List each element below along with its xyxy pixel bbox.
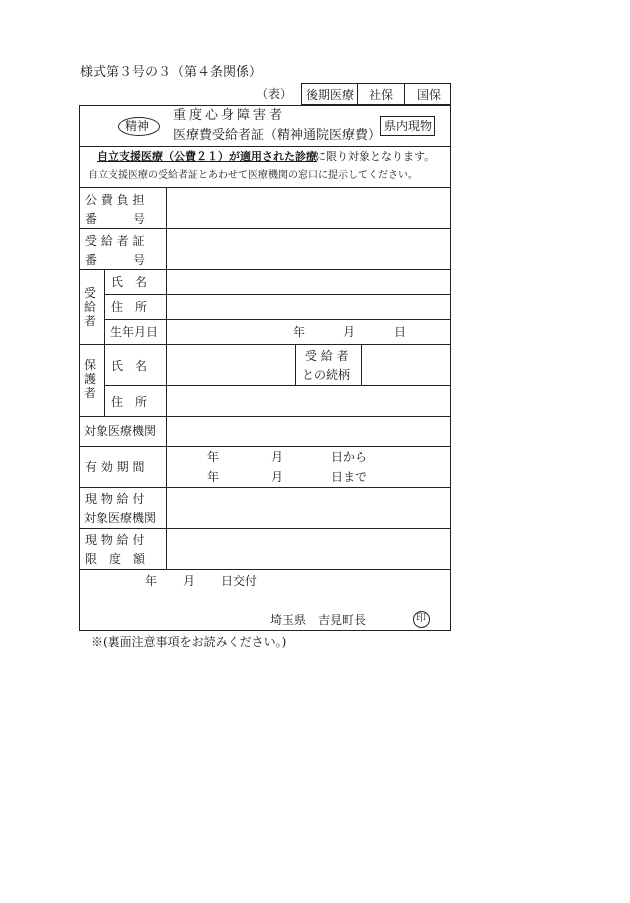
genbutsu-institution-field[interactable]: [167, 488, 450, 527]
recipient-name-field[interactable]: [167, 270, 450, 293]
institution-field[interactable]: [167, 417, 450, 445]
footnote: ※(裏面注意事項をお読みください。): [91, 635, 287, 649]
notice-line2: 自立支援医療の受給者証とあわせて医療機関の窓口に提示してください。: [88, 170, 418, 181]
title-line1: 重度心身障害者: [173, 108, 286, 123]
gendo-amount-field[interactable]: [167, 529, 450, 568]
valid-from-day: 日から: [331, 450, 368, 464]
birth-label: 生年月日: [110, 325, 159, 339]
valid-to-day: 日まで: [331, 470, 368, 484]
kouhi-label-b: 番 号: [85, 212, 146, 226]
valid-to-month: 月: [271, 470, 284, 484]
issuer-name: 埼玉県 吉見町長: [270, 613, 367, 627]
jukyu-number-field[interactable]: [167, 229, 450, 268]
valid-to-year: 年: [207, 470, 220, 484]
birth-month: 月: [343, 325, 356, 339]
guardian-name-label: 氏 名: [111, 359, 148, 373]
gendo-label-b: 限 度 額: [85, 552, 146, 566]
title-line2: 医療費受給者証（精神通院医療費）: [173, 128, 382, 143]
side-label: （表）: [256, 87, 293, 101]
issue-day: 日交付: [221, 574, 258, 588]
jukyu-label-a: 受 給 者 証: [85, 234, 145, 248]
shaho-label: 社保: [369, 88, 394, 102]
recipient-name-label: 氏 名: [111, 275, 148, 289]
issue-month: 月: [183, 574, 196, 588]
seal-label: 印: [416, 613, 426, 624]
genbutsu-label-a: 現 物 給 付: [85, 492, 145, 506]
relation-label-a: 受 給 者: [305, 349, 349, 363]
guardian-name-field[interactable]: [167, 345, 294, 384]
kennai-badge-label: 県内現物: [384, 119, 433, 133]
guardian-address-label: 住 所: [111, 395, 148, 409]
guardian-group-label: 保護者: [84, 358, 97, 400]
recipient-group-label: 受給者: [84, 286, 97, 328]
notice-rest: に限り対象となります。: [315, 150, 436, 163]
valid-from-month: 月: [271, 450, 284, 464]
guardian-address-field[interactable]: [167, 386, 450, 415]
genbutsu-label-b: 対象医療機関: [84, 511, 157, 525]
kokuho-label: 国保: [417, 88, 442, 102]
recipient-address-label: 住 所: [111, 300, 148, 314]
valid-label: 有 効 期 間: [85, 460, 145, 474]
birth-year: 年: [293, 325, 306, 339]
seishin-stamp-label: 精神: [125, 119, 150, 133]
recipient-address-field[interactable]: [167, 295, 450, 318]
birth-day: 日: [394, 325, 407, 339]
jukyu-label-b: 番 号: [85, 253, 146, 267]
relation-field[interactable]: [362, 345, 450, 384]
notice-bold: 自立支援医療（公費２１）が適用された診療: [97, 150, 317, 163]
form-number: 様式第３号の３（第４条関係）: [80, 65, 263, 80]
valid-from-year: 年: [207, 450, 220, 464]
kouki-label: 後期医療: [306, 88, 355, 102]
kouhi-number-field[interactable]: [167, 188, 450, 227]
relation-label-b: との続柄: [302, 368, 351, 382]
issue-year: 年: [145, 574, 158, 588]
institution-label: 対象医療機関: [84, 424, 157, 438]
kouhi-label-a: 公 費 負 担: [85, 193, 145, 207]
gendo-label-a: 現 物 給 付: [85, 533, 145, 547]
